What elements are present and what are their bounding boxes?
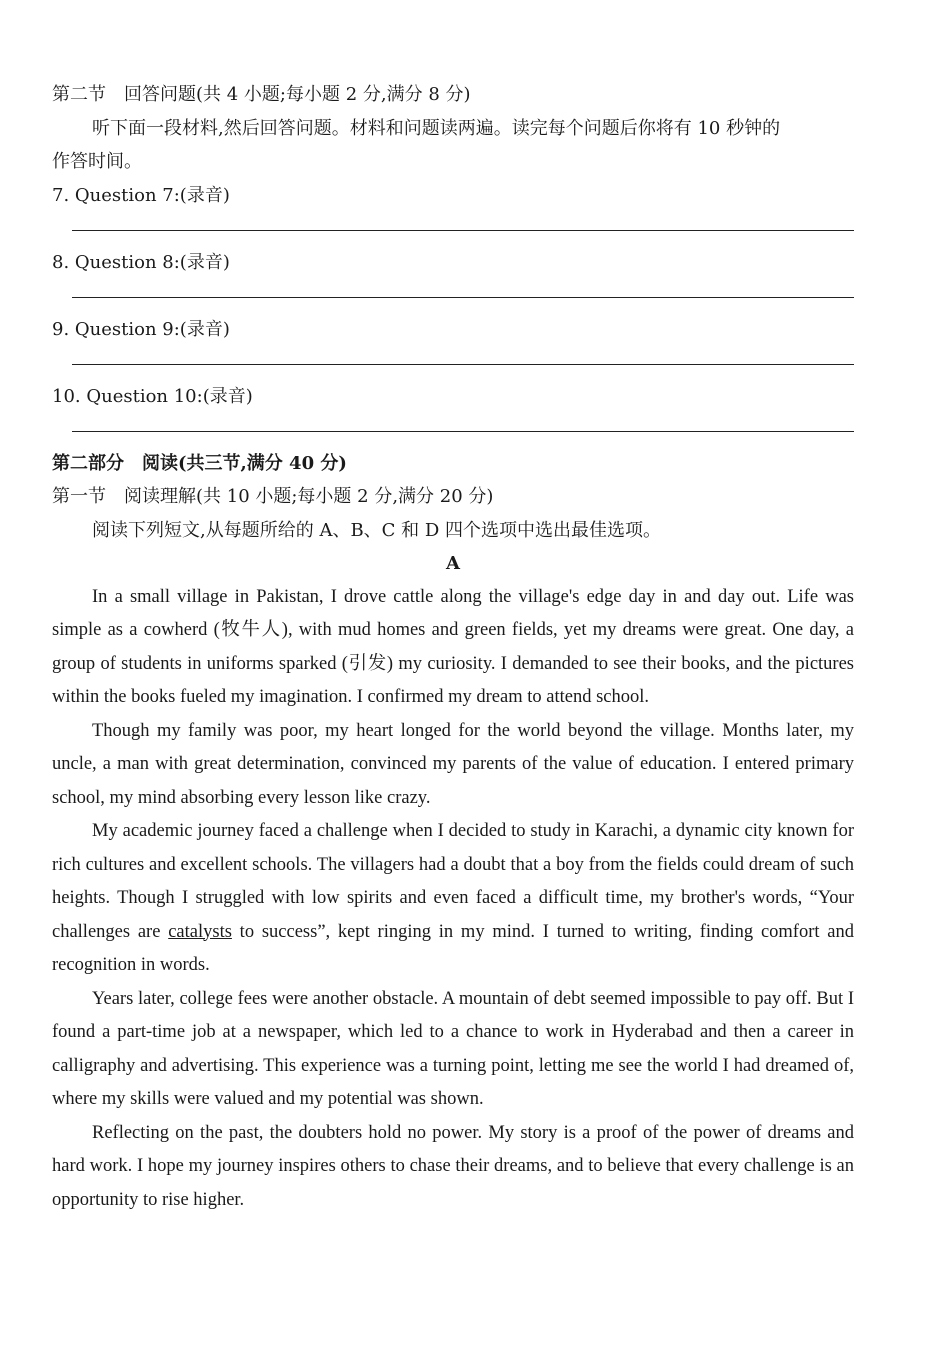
listening-instruction-line2: 作答时间。: [52, 151, 142, 172]
listening-instruction-line1: 听下面一段材料,然后回答问题。材料和问题读两遍。读完每个问题后你将有 10 秒钟的: [92, 117, 781, 139]
passage-paragraph-5: Reflecting on the past, the doubters hold no power. My story is a proof of the power of dreams and hard work. I hope my journey inspires others to chase their dreams, and to believe that every challenge is an opportunity to rise higher.: [52, 1122, 854, 1210]
answer-line-10[interactable]: [52, 413, 854, 447]
answer-line-9[interactable]: [52, 346, 854, 380]
passage-label: A: [446, 553, 460, 574]
reading-section-title: 第一节 阅读理解(共 10 小题;每小题 2 分,满分 20 分): [52, 486, 494, 507]
answer-line-7[interactable]: [52, 212, 854, 246]
underlined-word-catalysts: catalysts: [168, 921, 232, 942]
passage-paragraph-4: Years later, college fees were another obstacle. A mountain of debt seemed impossible to pay off. But I found a part-time job at a newspaper, which led to a chance to work in Hyderabad and then a career in calligraphy and advertising. This experience was a turning point, letting me see the world I had dreamed of, where my skills were valued and my potential was shown.: [52, 988, 854, 1109]
passage-paragraph-2: Though my family was poor, my heart longed for the world beyond the village. Months later, my uncle, a man with great determination, convinced my parents of the value of education. I entered primary school, my mind absorbing every lesson like crazy.: [52, 720, 854, 808]
paragraph-3-before: My academic journey faced a challenge when I decided to study in Karachi, a dynamic city known for rich cultures and excellent schools. The villagers had a doubt that a boy from the fields could dream of such heights. Though I struggled with low spirits and even faced a difficult time, my brother's words, “Your challenges are: [52, 821, 854, 942]
question-8: 8. Question 8:(录音): [52, 251, 230, 273]
paragraph-3-after: to success”, kept ringing in my mind. I turned to writing, finding comfort and recognition in words.: [52, 921, 854, 975]
passage-paragraph-3: [52, 815, 854, 983]
listening-section-title: 第二节 回答问题(共 4 小题;每小题 2 分,满分 8 分): [52, 84, 471, 105]
exam-page: [52, 78, 854, 1217]
reading-instruction: 阅读下列短文,从每题所给的 A、B、C 和 D 四个选项中选出最佳选项。: [92, 519, 662, 541]
question-10: 10. Question 10:(录音): [52, 385, 253, 407]
reading-part-title: 第二部分 阅读(共三节,满分 40 分): [52, 452, 347, 474]
question-7: 7. Question 7:(录音): [52, 184, 230, 206]
passage-paragraph-1: In a small village in Pakistan, I drove cattle along the village's edge day in and day out. Life was simple as a cowherd (牧牛人), with mud homes and green fields, yet my dreams were great. One day, a group of students in uniforms sparked (引发) my curiosity. I demanded to see their books, and the pictures within the books fueled my imagination. I confirmed my dream to attend school.: [52, 586, 854, 707]
question-9: 9. Question 9:(录音): [52, 318, 230, 340]
answer-line-8[interactable]: [52, 279, 854, 313]
